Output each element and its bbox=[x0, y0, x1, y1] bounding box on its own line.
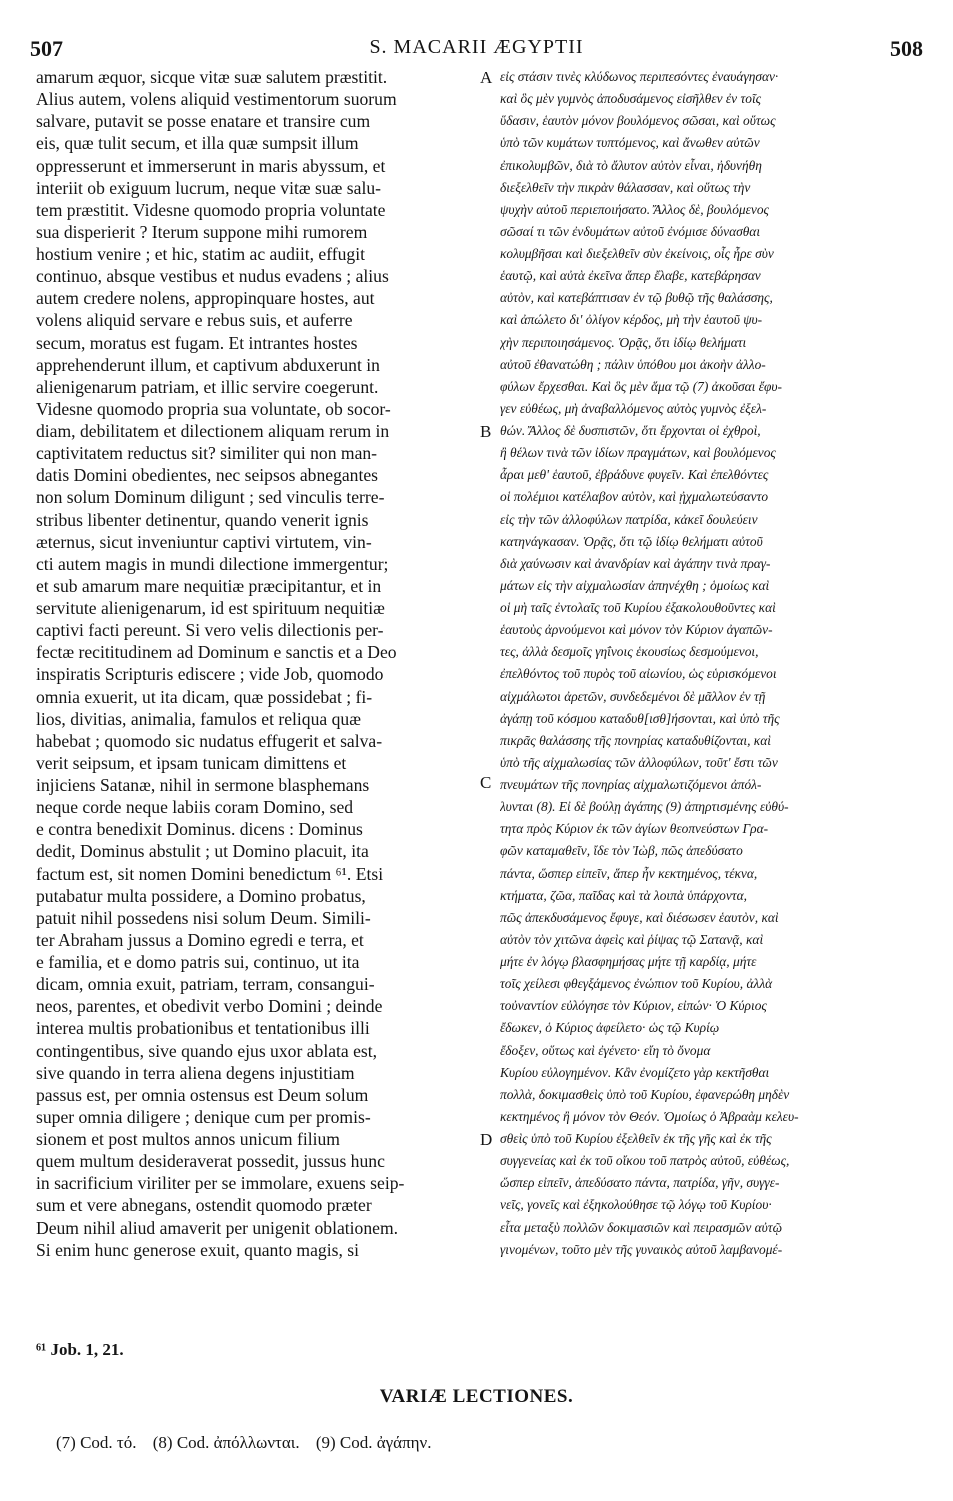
latin-text-line: amarum æquor, sicque vitæ suæ salutem præstitit. bbox=[36, 67, 388, 87]
greek-text-line: αὐτοῦ ἐθανατώθη ; πάλιν ὑπόθου μοι ἀκοὴν ἀλλο- bbox=[500, 356, 766, 372]
greek-text-line: μάτων εἰς τὴν αἰχμαλωσίαν ἀπηνέχθη ; ὁμοίως καὶ bbox=[500, 577, 770, 593]
greek-text-line: ἐπικολυμβῶν, διὰ τὸ ἄλυτον αὐτὸν εἶναι, ἠδυνήθη bbox=[500, 157, 762, 173]
variant-readings bbox=[56, 1433, 443, 1453]
latin-text-line: inspiratis Scripturis ediscere ; vide Job, quomodo bbox=[36, 664, 384, 685]
latin-text-line: patuit nihil possedens nisi solum Deum. Simili- bbox=[36, 907, 371, 928]
greek-text-line: ἢ θέλων τινὰ τῶν ἰδίων πραγμάτων, καὶ βουλόμενος bbox=[500, 445, 776, 461]
latin-text-line: hostium venire ; et hic, statim ac audiit, effugit bbox=[36, 244, 365, 264]
latin-text-line: continuo, absque vestibus et nudus evadens ; alius bbox=[36, 266, 389, 287]
latin-text-line: captivi facti pereunt. Si vero velis dilectionis per- bbox=[36, 620, 384, 641]
greek-text-line: καὶ ὃς μὲν γυμνὸς ἀποδυσάμενος εἰσῆλθεν ἐν τοῖς bbox=[500, 91, 762, 107]
latin-text-line: datis Domini obedientes, nec seipsos abnegantes bbox=[36, 465, 379, 486]
latin-text-line: ter Abraham jussus a Domino egredi e terra, et bbox=[36, 929, 364, 950]
greek-text-line: ἔδοξεν, οὕτως καὶ ἐγένετο· εἴη τὸ ὄνομα bbox=[500, 1042, 711, 1058]
latin-text-line: sionem et post multos annos unicum filium bbox=[36, 1129, 340, 1149]
latin-text-line: sum et vere abnegans, ostendit quomodo præter bbox=[36, 1195, 372, 1216]
greek-text-line: κτήματα, ζῶα, παῖδας καὶ τὰ λοιπὰ ὑπάρχοντα, bbox=[500, 887, 747, 903]
latin-text-line: e contra benedixit Dominus. dicens : Dominus bbox=[36, 819, 363, 840]
latin-text-line: servitute alienigenarum, id est spirituum nequitiæ bbox=[36, 598, 385, 618]
latin-text-line: et sub amarum mare nequitiæ præcipitantur, et in bbox=[36, 575, 382, 596]
greek-text-line: κολυμβῆσαι καὶ διεξελθεῖν σὺν ἐκείνοις, οἷς ἦρε σὺν bbox=[500, 246, 774, 261]
latin-text-line: passus est, per omnia ostensus est Deum solum bbox=[36, 1084, 369, 1105]
variant-reading: (8) Cod. ἀπόλλωνται. bbox=[152, 1433, 300, 1452]
greek-text-line: τοὐναντίον εὐλόγησε τὸν Κύριον, εἰπών· Ὁ Κύριος bbox=[500, 998, 767, 1014]
greek-text-line: σθεὶς ὑπὸ τοῦ Κυρίου ἐξελθεῖν ἐκ τῆς γῆς καὶ ἐκ τῆς bbox=[500, 1131, 772, 1146]
latin-text-line: interiit ob exiguum lucrum, neque vitæ suæ salu- bbox=[36, 177, 381, 198]
greek-text-line: οἱ μὴ ταῖς ἐντολαῖς τοῦ Κυρίου ἐξακολουθοῦντες καὶ bbox=[500, 600, 776, 615]
latin-text-line: non solum Dominum diligunt ; sed vinculis terre- bbox=[36, 487, 385, 508]
greek-text-line: ἑαυτοὺς ἀρνούμενοι καὶ μόνον τὸν Κύριον ἀγαπῶν- bbox=[500, 622, 773, 638]
latin-text-line: dedit, Dominus abstulit ; ut Domino placuit, ita bbox=[36, 841, 369, 862]
greek-text-line: πάντα, ὥσπερ εἰπεῖν, ἅπερ ἦν κεκτημένος, τέκνα, bbox=[500, 865, 758, 881]
greek-text-line: μήτε ἐν λόγῳ βλασφημήσας μήτε τῇ καρδίᾳ, μήτε bbox=[500, 954, 757, 969]
greek-column bbox=[500, 66, 932, 1261]
latin-text-line: putabatur multa possidere, a Domino probatus, bbox=[36, 885, 366, 906]
variant-reading: (9) Cod. ἀγάπην. bbox=[315, 1433, 432, 1452]
greek-text-line: γεν εὐθέως, μὴ ἀναβαλλόμενος αὐτὸς γυμνὸς ἐξελ- bbox=[500, 400, 767, 416]
latin-text-line: habebat ; quomodo sic nudatus effugerit et salva- bbox=[36, 730, 383, 751]
greek-text-line: ὕδασιν, ἑαυτὸν μόνον βουλόμενος σῶσαι, καὶ οὕτως bbox=[500, 113, 776, 129]
page-header bbox=[30, 36, 923, 62]
greek-text-line: εἶτα μεταξὺ πολλῶν δοκιμασιῶν καὶ πειρασμῶν αὐτῷ bbox=[500, 1219, 783, 1235]
greek-text-line: χὴν περιποιησάμενος. Ὁρᾷς, ὅτι ἰδίῳ θελήματι bbox=[500, 334, 747, 350]
greek-text-line: πῶς ἀπεκδυσάμενος ἔφυγε, καὶ διέσωσεν ἑαυτὸν, καὶ bbox=[500, 909, 779, 925]
latin-text-line: salvare, putavit se posse enatare et transire cum bbox=[36, 111, 371, 132]
latin-text-line: fectæ recititudinem ad Dominum e sanctis et a Deo bbox=[36, 642, 397, 663]
greek-text-line: τητα πρὸς Κύριον ἐκ τῶν ἁγίων θεοπνεύστων Γρα- bbox=[500, 821, 769, 837]
greek-text-line: διεξελθεῖν τὴν πικρὰν θάλασσαν, καὶ οὕτως τὴν bbox=[500, 179, 751, 195]
latin-text-line: Si enim hunc generose exuit, quanto magis, si bbox=[36, 1239, 359, 1260]
greek-text-line: καὶ ἀπώλετο δι' ὀλίγον κέρδος, μὴ τὴν ἑαυτοῦ ψυ- bbox=[500, 312, 763, 328]
page-number-left: 507 bbox=[30, 36, 63, 61]
greek-text-line: πνευμάτων τῆς πονηρίας αἰχμαλωτιζόμενοι ἀπόλ- bbox=[500, 777, 762, 792]
latin-text-line: neque corde neque labiis coram Domino, sed bbox=[36, 797, 354, 818]
greek-text-line: σῶσαί τι τῶν ἐνδυμάτων αὐτοῦ ἐνόμισε δύνασθαι bbox=[500, 223, 761, 239]
latin-text-line: interea multis probationibus et tentationibus illi bbox=[36, 1018, 370, 1039]
section-marker-a: A bbox=[480, 68, 493, 87]
latin-text-line: factum est, sit nomen Domini benedictum ⁶¹. Etsi bbox=[36, 863, 384, 884]
section-marker-b: B bbox=[480, 422, 492, 441]
greek-text-line: θών. Ἄλλος δὲ δυσπιστῶν, ὅτι ἔρχονται οἱ ἐχθροὶ, bbox=[500, 423, 761, 438]
greek-text-line: εἰς τὴν τῶν ἀλλοφύλων πατρίδα, κἀκεῖ δουλεύειν bbox=[500, 511, 758, 527]
greek-text-line: ἑαυτῷ, καὶ αὐτὰ ἐκεῖνα ἅπερ ἔλαβε, κατεβάρησαν bbox=[500, 268, 761, 284]
latin-text-line: oppresserunt et immerserunt in maris abyssum, et bbox=[36, 155, 386, 176]
latin-text-line: dicam, omnia exuit, patriam, terram, consangui- bbox=[36, 974, 375, 995]
latin-text-line: lios, divitias, animalia, famulos et reliqua quæ bbox=[36, 708, 361, 729]
latin-text-line: e familia, et e domo patris sui, continuo, ut ita bbox=[36, 952, 360, 972]
footnote: ⁶¹ Job. 1, 21. bbox=[36, 1340, 124, 1359]
greek-text-line: ἀγάπῃ τοῦ κόσμου καταδυθ[ισθ]ήσονται, καὶ ὑπὸ τῆς bbox=[500, 710, 780, 726]
latin-text-line: in sacrificium viriliter per se immolare, exuens seip- bbox=[36, 1173, 405, 1194]
greek-text-line: πολλὰ, δοκιμασθεὶς ὑπὸ τοῦ Κυρίου, ἐφανερώθη μηδὲν bbox=[500, 1086, 790, 1102]
latin-text-line: autem credere nolens, appropinquare hostes, aut bbox=[36, 288, 375, 309]
latin-text-line: stribus libenter detinentur, quando venerit ignis bbox=[36, 509, 369, 530]
greek-text-line: τες, ἀλλὰ δεσμοῖς γηΐνοις ἑκουσίως δεσμούμενοι, bbox=[500, 644, 759, 660]
greek-text-line: αὐτὸν τὸν χιτῶνα ἀφεὶς καὶ ῥίψας τῷ Σατανᾷ, καὶ bbox=[500, 931, 764, 947]
greek-text-line: φύλων ἔρχεσθαι. Καὶ ὃς μὲν ἅμα τῷ (7) ἀκοῦσαι ἔφυ- bbox=[500, 378, 782, 394]
greek-text-line: οἱ πολέμιοι κατέλαβον αὐτὸν, καὶ ᾐχμαλωτεύσαντο bbox=[500, 489, 769, 505]
greek-text-line: πικρᾶς θαλάσσης τῆς πονηρίας καταδυθίζονται, καὶ bbox=[500, 732, 771, 748]
latin-text-line: alienigenarum patriam, et illic servire coegerunt. bbox=[36, 376, 379, 397]
greek-text-line: ὑπὸ τῆς αἰχμαλωσίας τῶν ἀλλοφύλων, τοῦτ' ἔστι τῶν bbox=[500, 754, 778, 770]
greek-text-line: γινομένων, τοῦτο μὲν τῆς γυναικὸς αὐτοῦ λαμβανομέ- bbox=[500, 1241, 783, 1257]
latin-text-line: verit seipsum, et ipsam tunicam dimittens et bbox=[36, 752, 347, 773]
greek-text-line: αὐτὸν, καὶ κατεβάπτισαν ἐν τῷ βυθῷ τῆς θαλάσσης, bbox=[500, 290, 773, 306]
latin-text-line: injiciens Satanæ, nihil in sermone blasphemans bbox=[36, 775, 370, 795]
greek-text-line: εἰς στάσιν τινὲς κλύδωνος περιπεσόντες ἐναυάγησαν· bbox=[500, 69, 779, 84]
latin-text-line: secum, moratus est fugam. Et intrantes hostes bbox=[36, 332, 358, 353]
latin-text-line: super omnia diligere ; denique cum per promis- bbox=[36, 1106, 371, 1127]
latin-text-line: volens aliquid servare e rebus suis, et auferre bbox=[36, 310, 353, 331]
latin-text-line: eis, quæ tulit secum, et illa quæ sumpsit illum bbox=[36, 133, 359, 154]
latin-text-line: sive quando in terra aliena degens injustitiam bbox=[36, 1062, 355, 1083]
greek-text-line: ἆραι μεθ' ἑαυτοῦ, ἐβράδυνε φυγεῖν. Καὶ ἐπελθόντες bbox=[500, 467, 769, 483]
greek-text-line: συγγενείας καὶ ἐκ τοῦ οἴκου τοῦ πατρὸς αὐτοῦ, εὐθέως, bbox=[500, 1153, 790, 1169]
section-marker-c: C bbox=[480, 773, 492, 792]
greek-text-line: κεκτημένος ἢ μόνον τὸν Θεόν. Ὁμοίως ὁ Ἀβραὰμ κελευ- bbox=[500, 1108, 799, 1124]
latin-text-line: Videsne quomodo propria sua voluntate, ob socor- bbox=[36, 398, 391, 419]
greek-text-line: φῶν καταμαθεῖν, ἴδε τὸν Ἰὼβ, πῶς ἀπεδύσατο bbox=[500, 843, 743, 859]
section-marker-d: D bbox=[480, 1130, 493, 1149]
latin-text-line: diam, debilitatem et dilectionem aliquam rerum in bbox=[36, 421, 390, 441]
latin-text-line: æternus, sicut inveniuntur captivi virtutem, vin- bbox=[36, 531, 372, 552]
latin-text-line: Deum nihil aliud amaverit per unigenit oblationem. bbox=[36, 1217, 399, 1238]
latin-column bbox=[36, 66, 470, 1261]
latin-text-line: sua disperierit ? Iterum suppone mihi rumorem bbox=[36, 221, 368, 242]
running-title: S. MACARII ÆGYPTII bbox=[369, 36, 584, 58]
greek-text-line: ἔδωκεν, ὁ Κύριος ἀφείλετο· ὡς τῷ Κυρίῳ bbox=[500, 1020, 720, 1036]
greek-text-line: κατηνάγκασαν. Ὁρᾷς, ὅτι τῷ ἰδίῳ θελήματι αὐτοῦ bbox=[500, 533, 763, 549]
greek-text-line: ὥσπερ εἰπεῖν, ἀπεδύσατο πάντα, πατρίδα, γῆν, συγγε- bbox=[500, 1175, 780, 1191]
greek-text-line: αἰχμάλωτοι ἀρετῶν, συνδεδεμένοι δὲ μᾶλλον ἐν τῇ bbox=[500, 688, 766, 704]
page-number-right: 508 bbox=[890, 36, 923, 61]
greek-text-line: διὰ χαύνωσιν καὶ ἀνανδρίαν καὶ ἀγάπην τινὰ πραγ- bbox=[500, 555, 771, 571]
greek-text-line: ἐπελθόντος τοῦ πυρὸς τοῦ αἰωνίου, ὡς εὑρισκόμενοι bbox=[500, 666, 777, 682]
variant-reading: (7) Cod. τό. bbox=[56, 1433, 137, 1452]
greek-text-line: τοῖς χείλεσι φθεγξάμενος ἐνώπιον τοῦ Κυρίου, ἀλλὰ bbox=[500, 976, 773, 992]
latin-text-line: Alius autem, volens aliquid vestimentorum suorum bbox=[36, 89, 397, 110]
greek-text-line: ψυχὴν αὐτοῦ περιεποιήσατο. Ἄλλος δὲ, βουλόμενος bbox=[500, 201, 769, 217]
variae-lectiones-heading: VARIÆ LECTIONES. bbox=[379, 1386, 574, 1407]
greek-text-line: λυνται (8). Εἰ δὲ βούλῃ ἀγάπης (9) ἀπηρτισμένης εὐθύ- bbox=[500, 799, 789, 815]
latin-text-line: cti autem magis in mundi dilectione immergentur; bbox=[36, 553, 389, 574]
latin-text-line: apprehenderunt illum, et captivum abduxerunt in bbox=[36, 354, 380, 375]
greek-text-line: νεῖς, γονεῖς καὶ ἐξηκολούθησε τῷ λόγῳ τοῦ Κυρίου· bbox=[500, 1197, 772, 1213]
greek-text-line: ὑπὸ τῶν κυμάτων τυπτόμενος, καὶ ἄνωθεν αὐτῶν bbox=[500, 135, 760, 151]
latin-text-line: captivitatem reductus sit? similiter qui non man- bbox=[36, 443, 378, 464]
latin-text-line: contingentibus, sive quando ejus uxor ablata est, bbox=[36, 1040, 378, 1061]
latin-text-line: tem præstitit. Videsne quomodo propria voluntate bbox=[36, 199, 386, 220]
greek-text-line: Κυρίου εὐλογημένον. Κἂν ἐνομίζετο γὰρ κεκτῆσθαι bbox=[500, 1064, 770, 1080]
latin-text-line: neos, parentes, et obedivit verbo Domini ; deinde bbox=[36, 996, 383, 1017]
latin-text-line: quem multum desideraverat possedit, jussus hunc bbox=[36, 1151, 385, 1172]
latin-text-line: omnia exuerit, ut ita dicam, quæ possidebat ; fi- bbox=[36, 686, 373, 707]
